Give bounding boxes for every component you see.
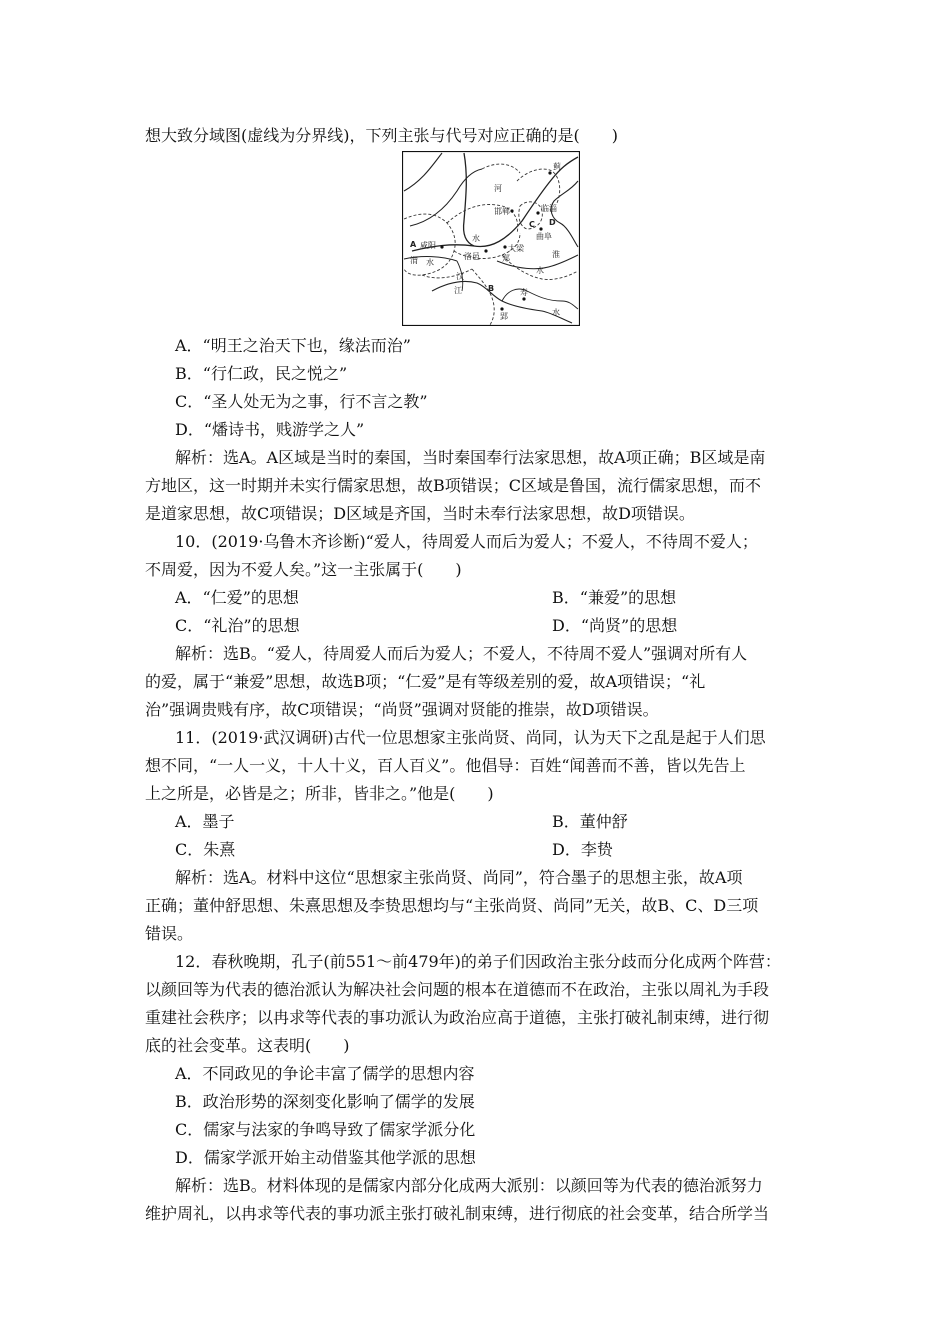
q12-analysis-1: 解析：选B。材料体现的是儒家内部分化成两大派别：以颜回等为代表的德治派努力 — [175, 1176, 763, 1195]
q10-analysis-1: 解析：选B。“爱人，待周爱人而后为爱人；不爱人，不待周不爱人”强调对所有人 — [175, 644, 748, 663]
q11-option-c: C．朱熹 — [175, 840, 236, 859]
q11-analysis-1: 解析：选A。材料中这位“思想家主张尚贤、尚同”，符合墨子的思想主张，故A项 — [175, 868, 743, 887]
map-label-linzi: 临淄 — [541, 204, 557, 213]
q12-option-b: B．政治形势的深刻变化影响了儒学的发展 — [175, 1092, 475, 1111]
q10-analysis-3: 治”强调贵贱有序，故C项错误；“尚贤”强调对贤能的推崇，故D项错误。 — [145, 700, 659, 719]
map-label-handan: 邯郸 — [494, 207, 510, 216]
q11-stem-1: 11．(2019·武汉调研)古代一位思想家主张尚贤、尚同，认为天下之乱是起于人们思 — [175, 728, 766, 747]
q9-analysis-2: 方地区，这一时期并未实行儒家思想，故B项错误；C区域是鲁国，流行儒家思想，而不 — [145, 476, 762, 495]
q11-analysis-2: 正确；董仲舒思想、朱熹思想及李贽思想均与“主张尚贤、尚同”无关，故B、C、D三项 — [145, 896, 759, 915]
q10-option-a: A．“仁爱”的思想 — [175, 588, 299, 607]
q11-stem-3: 上之所是，必皆是之；所非，皆非之。”他是( ) — [145, 784, 494, 803]
map-label-shui-2: 水 — [426, 258, 434, 267]
q10-option-c: C．“礼治”的思想 — [175, 616, 300, 635]
q10-option-d: D．“尚贤”的思想 — [552, 616, 678, 635]
q9-option-b: B．“行仁政，民之悦之” — [175, 364, 348, 383]
map-label-zheng: 郑 — [502, 254, 510, 263]
q11-stem-2: 想不同，“一人一义，十人十义，百人百义”。他倡导：百姓“闻善而不善，皆以先告上 — [145, 756, 746, 775]
q9-analysis-3: 是道家思想，故C项错误；D区域是齐国，当时未奉行法家思想，故D项错误。 — [145, 504, 695, 523]
q12-option-a: A．不同政见的争论丰富了儒学的思想内容 — [175, 1064, 475, 1083]
map-label-he: 河 — [494, 184, 502, 193]
map-label-shui-4: 水 — [552, 308, 560, 317]
map-label-c: C — [529, 220, 535, 229]
q11-option-a: A．墨子 — [175, 812, 235, 831]
q11-option-d: D．李贽 — [552, 840, 613, 859]
q9-analysis-1: 解析：选A。A区域是当时的秦国，当时秦国奉行法家思想，故A项正确；B区域是南 — [175, 448, 766, 467]
map-label-xianyang: 咸阳 — [420, 241, 436, 250]
q9-option-c: C．“圣人处无为之事，行不言之教” — [175, 392, 428, 411]
q9-option-d: D．“燔诗书，贱游学之人” — [175, 420, 365, 439]
map-label-han: 汉 — [456, 272, 464, 281]
map-label-qufu: 曲阜 — [536, 232, 552, 241]
q10-stem-2: 不周爱，因为不爱人矣。”这一主张属于( ) — [145, 560, 462, 579]
q10-stem-1: 10．(2019·乌鲁木齐诊断)“爱人，待周爱人而后为爱人；不爱人，不待周不爱人； — [175, 532, 758, 551]
map-label-ji: 蓟 — [553, 162, 561, 171]
map-label-daliang: 大梁 — [508, 244, 524, 253]
map-label-b: B — [488, 284, 495, 293]
map-label-a: A — [410, 240, 417, 249]
map-label-d: D — [549, 218, 556, 227]
map-label-huai: 淮 — [552, 250, 560, 259]
warring-states-map — [402, 151, 580, 326]
map-label-ying: 郢 — [500, 312, 508, 321]
q9-option-a: A．“明王之治天下也，缘法而治” — [175, 336, 411, 355]
q12-analysis-2: 维护周礼，以冉求等代表的事功派主张打破礼制束缚，进行彻底的社会变革，结合所学当 — [145, 1204, 770, 1223]
map-label-shui-1: 水 — [472, 234, 480, 243]
q12-option-c: C．儒家与法家的争鸣导致了儒家学派分化 — [175, 1120, 476, 1139]
q10-analysis-2: 的爱，属于“兼爱”思想，故选B项；“仁爱”是有等级差别的爱，故A项错误；“礼 — [145, 672, 706, 691]
q12-stem-1: 12．春秋晚期，孔子(前551～前479年)的弟子们因政治主张分歧而分化成两个阵营： — [175, 952, 781, 971]
map-svg — [402, 151, 580, 326]
question-9-stem-tail: 想大致分域图(虚线为分界线)，下列主张与代号对应正确的是( ) — [145, 126, 618, 145]
q12-stem-2: 以颜回等为代表的德治派认为解决社会问题的根本在道德而不在政治，主张以周礼为手段 — [145, 980, 770, 999]
q11-analysis-3: 错误。 — [145, 924, 194, 943]
map-label-luoyi: 洛邑 — [464, 252, 480, 261]
q12-stem-4: 底的社会变革。这表明( ) — [145, 1036, 350, 1055]
map-label-jiang: 江 — [454, 286, 462, 295]
q10-option-b: B．“兼爱”的思想 — [552, 588, 677, 607]
q12-option-d: D．儒家学派开始主动借鉴其他学派的思想 — [175, 1148, 476, 1167]
q12-stem-3: 重建社会秩序；以冉求等代表的事功派认为政治应高于道德，主张打破礼制束缚，进行彻 — [145, 1008, 770, 1027]
map-label-wei: 渭 — [410, 256, 418, 265]
map-label-shou: 寿 — [520, 288, 528, 297]
q11-option-b: B．董仲舒 — [552, 812, 628, 831]
map-label-shui-3: 水 — [536, 266, 544, 275]
